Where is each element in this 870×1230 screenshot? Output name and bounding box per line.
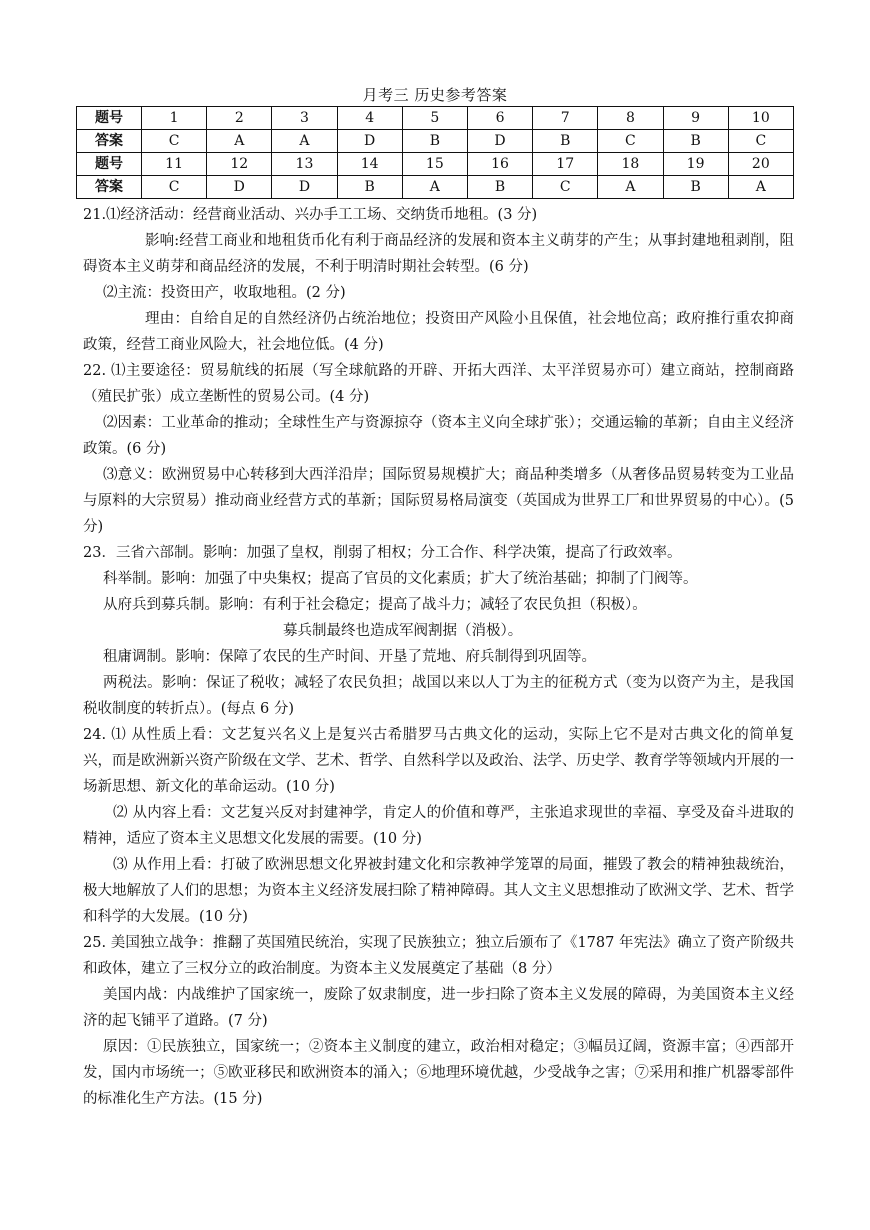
table-cell: 11 (142, 153, 207, 176)
q25-part1: 25. 美国独立战争：推翻了英国殖民统治，实现了民族独立；独立后颁布了《1787 年宪法》确立了资产阶级共和政体，建立了三权分立的政治制度。为资本主义发展奠定了基础（8 分） (83, 935, 794, 977)
table-cell: 2 (207, 107, 272, 130)
table-cell: 16 (467, 153, 532, 176)
table-cell: C (533, 176, 598, 199)
q21-part1: 21.⑴经济活动：经营商业活动、兴办手工工场、交纳货币地租。(3 分) (83, 207, 538, 223)
table-cell: C (598, 130, 663, 153)
row-label-answer: 答案 (77, 176, 142, 199)
table-cell: D (272, 176, 337, 199)
q25-part3: 原因：①民族独立，国家统一；②资本主义制度的建立，政治相对稳定；③幅员辽阔，资源丰富；④西部开发，国内市场统一；⑤欧亚移民和欧洲资本的涌入；⑥地理环境优越，少受战争之害；⑦采用和推广机器零部件的标准化生产方法。(15 分) (83, 1039, 794, 1107)
table-cell: B (337, 176, 402, 199)
table-cell: 17 (533, 153, 598, 176)
table-cell: 8 (598, 107, 663, 130)
table-cell: A (402, 176, 467, 199)
row-label-number: 题号 (77, 153, 142, 176)
q23-item5: 两税法。影响：保证了税收；减轻了农民负担；战国以来以人丁为主的征税方式（变为以资产为主，是我国税收制度的转折点）。(每点 6 分) (83, 675, 794, 717)
table-row (77, 107, 794, 130)
table-cell: 9 (663, 107, 728, 130)
q21-part2: ⑵主流：投资田产，收取地租。(2 分) (103, 285, 346, 301)
row-label-number: 题号 (77, 107, 142, 130)
q22-part2: ⑵因素：工业革命的推动；全球性生产与资源掠夺（资本主义向全球扩张）；交通运输的革新；自由主义经济政策。(6 分) (83, 415, 794, 457)
table-cell: 20 (728, 153, 793, 176)
table-cell: B (663, 130, 728, 153)
q24-part3: ⑶ 从作用上看：打破了欧洲思想文化界被封建文化和宗教神学笼罩的局面，摧毁了教会的精神独裁统治，极大地解放了人们的思想；为资本主义经济发展扫除了精神障碍。其人文主义思想推动了欧洲文学、艺术、哲学和科学的大发展。(10 分) (83, 857, 794, 925)
q23-item2: 科举制。影响：加强了中央集权；提高了官员的文化素质；扩大了统治基础；抑制了门阀等。 (103, 571, 698, 587)
q21-part2-reason: 理由：自给自足的自然经济仍占统治地位；投资田产风险小且保值，社会地位高；政府推行重农抑商政策，经营工商业风险大，社会地位低。(4 分) (83, 311, 794, 353)
table-cell: D (467, 130, 532, 153)
table-cell: A (728, 176, 793, 199)
table-row (77, 130, 794, 153)
table-cell: C (142, 176, 207, 199)
row-label-answer: 答案 (77, 130, 142, 153)
table-cell: A (207, 130, 272, 153)
table-row (77, 153, 794, 176)
table-cell: B (402, 130, 467, 153)
table-row (77, 176, 794, 199)
table-cell: C (142, 130, 207, 153)
q21-part1-impact: 影响:经营工商业和地租货币化有利于商品经济的发展和资本主义萌芽的产生；从事封建地租剥削，阻碍资本主义萌芽和商品经济的发展，不利于明清时期社会转型。(6 分) (83, 233, 794, 275)
answer-body (83, 202, 794, 1112)
q24-part1: 24. ⑴ 从性质上看：文艺复兴名义上是复兴古希腊罗马古典文化的运动，实际上它不是对古典文化的简单复兴，而是欧洲新兴资产阶级在文学、艺术、哲学、自然科学以及政治、法学、历史学、教育学等领域内开展的一场新思想、新文化的革命运动。(10 分) (83, 727, 794, 795)
table-cell: 10 (728, 107, 793, 130)
table-cell: B (663, 176, 728, 199)
page-title: 月考三 历史参考答案 (362, 86, 508, 104)
q23-item3-note: 募兵制最终也造成军阀割据（消极）。 (283, 623, 523, 639)
table-cell: 15 (402, 153, 467, 176)
table-cell: 4 (337, 107, 402, 130)
table-cell: 6 (467, 107, 532, 130)
q22-part1: 22. ⑴主要途径：贸易航线的拓展（写全球航路的开辟、开拓大西洋、太平洋贸易亦可）建立商站，控制商路（殖民扩张）成立垄断性的贸易公司。(4 分) (83, 363, 794, 405)
q24-part2: ⑵ 从内容上看：文艺复兴反对封建神学，肯定人的价值和尊严，主张追求现世的幸福、享受及奋斗进取的精神，适应了资本主义思想文化发展的需要。(10 分) (83, 805, 794, 847)
table-cell: D (337, 130, 402, 153)
table-cell: 1 (142, 107, 207, 130)
table-cell: A (598, 176, 663, 199)
table-cell: 7 (533, 107, 598, 130)
table-cell: B (533, 130, 598, 153)
q23-item4: 租庸调制。影响：保障了农民的生产时间、开垦了荒地、府兵制得到巩固等。 (103, 649, 596, 665)
table-cell: 5 (402, 107, 467, 130)
table-cell: 13 (272, 153, 337, 176)
q22-part3: ⑶意义：欧洲贸易中心转移到大西洋沿岸；国际贸易规模扩大；商品种类增多（从奢侈品贸易转变为工业品与原料的大宗贸易）推动商业经营方式的革新；国际贸易格局演变（英国成为世界工厂和世界贸易的中心）。(5 分) (83, 467, 794, 535)
table-cell: C (728, 130, 793, 153)
table-cell: 14 (337, 153, 402, 176)
q23-item3: 从府兵到募兵制。影响：有利于社会稳定；提高了战斗力；减轻了农民负担（积极）。 (103, 597, 647, 613)
table-cell: 18 (598, 153, 663, 176)
table-cell: B (467, 176, 532, 199)
answer-table (76, 106, 794, 199)
q23-item1: 23．三省六部制。影响：加强了皇权，削弱了相权；分工合作、科学决策，提高了行政效率。 (83, 545, 682, 561)
table-cell: 19 (663, 153, 728, 176)
q25-part2: 美国内战：内战维护了国家统一，废除了奴隶制度，进一步扫除了资本主义发展的障碍，为美国资本主义经济的起飞铺平了道路。(7 分) (83, 987, 794, 1029)
table-cell: D (207, 176, 272, 199)
table-cell: 12 (207, 153, 272, 176)
table-cell: A (272, 130, 337, 153)
table-cell: 3 (272, 107, 337, 130)
